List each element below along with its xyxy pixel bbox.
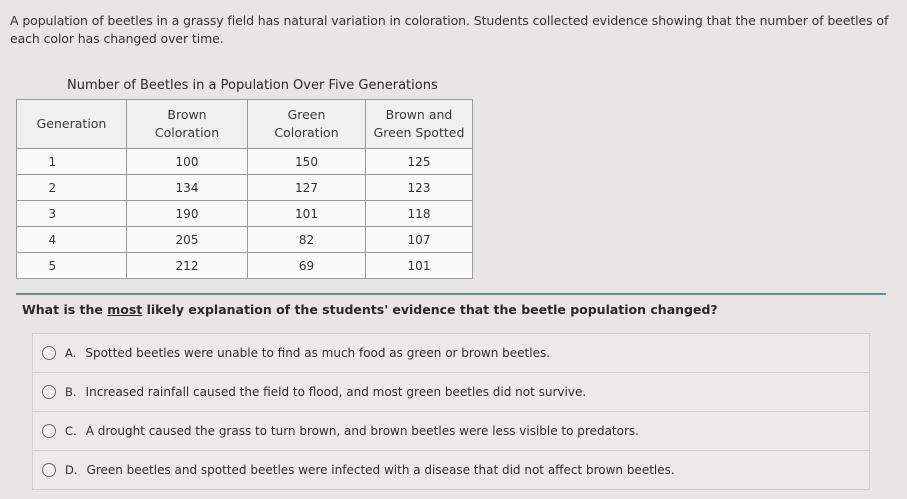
cell-spotted: 101 bbox=[366, 253, 473, 279]
table-row bbox=[17, 227, 473, 253]
section-divider bbox=[16, 293, 886, 295]
cell-generation: 1 bbox=[17, 149, 88, 175]
radio-button-a[interactable] bbox=[42, 346, 56, 360]
option-letter: B. bbox=[65, 385, 77, 399]
cell-spacer bbox=[88, 175, 127, 201]
cell-generation: 2 bbox=[17, 175, 88, 201]
cell-brown: 212 bbox=[127, 253, 248, 279]
radio-button-b[interactable] bbox=[42, 385, 56, 399]
beetle-data-table bbox=[16, 99, 473, 279]
intro-text: A population of beetles in a grassy field has natural variation in coloration. Students collected evidence showing that the number of beetles of each color has changed over time. bbox=[10, 13, 889, 46]
option-text: Increased rainfall caused the field to flood, and most green beetles did not survive. bbox=[85, 385, 587, 399]
cell-spotted: 107 bbox=[366, 227, 473, 253]
cell-spotted: 125 bbox=[366, 149, 473, 175]
table-row bbox=[17, 175, 473, 201]
cell-green: 127 bbox=[248, 175, 366, 201]
cell-spotted: 123 bbox=[366, 175, 473, 201]
option-letter: A. bbox=[65, 346, 77, 360]
cell-green: 69 bbox=[248, 253, 366, 279]
table-caption: Number of Beetles in a Population Over Five Generations bbox=[67, 78, 438, 93]
cell-green: 150 bbox=[248, 149, 366, 175]
question-prompt bbox=[22, 302, 718, 317]
radio-button-c[interactable] bbox=[42, 424, 56, 438]
table-row bbox=[17, 201, 473, 227]
answer-option-a[interactable] bbox=[32, 333, 870, 372]
cell-green: 82 bbox=[248, 227, 366, 253]
option-text: Green beetles and spotted beetles were infected with a disease that did not affect brown beetles. bbox=[86, 463, 675, 477]
cell-generation: 3 bbox=[17, 201, 88, 227]
option-text: A drought caused the grass to turn brown, and brown beetles were less visible to predators. bbox=[85, 424, 639, 438]
header-green-coloration bbox=[248, 100, 366, 149]
header-brown-line1: Brown bbox=[167, 107, 207, 122]
question-text-after: likely explanation of the students' evidence that the beetle population changed? bbox=[142, 302, 718, 317]
cell-generation: 5 bbox=[17, 253, 88, 279]
header-spotted-line1: Brown and bbox=[385, 107, 453, 122]
option-letter: D. bbox=[65, 463, 78, 477]
option-text: Spotted beetles were unable to find as much food as green or brown beetles. bbox=[85, 346, 551, 360]
table-row bbox=[17, 149, 473, 175]
cell-brown: 205 bbox=[127, 227, 248, 253]
table-header-row bbox=[17, 100, 473, 149]
cell-spacer bbox=[88, 149, 127, 175]
answer-option-b[interactable] bbox=[32, 372, 870, 411]
cell-green: 101 bbox=[248, 201, 366, 227]
header-green-line1: Green bbox=[287, 107, 326, 122]
cell-generation: 4 bbox=[17, 227, 88, 253]
header-generation bbox=[17, 100, 127, 149]
cell-spacer bbox=[88, 253, 127, 279]
header-generation-label: Generation bbox=[36, 116, 107, 131]
header-green-line2: Coloration bbox=[274, 125, 339, 140]
radio-button-d[interactable] bbox=[42, 463, 56, 477]
header-brown-coloration bbox=[127, 100, 248, 149]
table-row bbox=[17, 253, 473, 279]
cell-brown: 134 bbox=[127, 175, 248, 201]
answer-option-c[interactable] bbox=[32, 411, 870, 450]
answer-options bbox=[32, 333, 870, 490]
header-brown-line2: Coloration bbox=[154, 125, 220, 140]
cell-spacer bbox=[88, 227, 127, 253]
question-text-before: What is the bbox=[22, 302, 108, 317]
answer-option-d[interactable] bbox=[32, 450, 870, 490]
header-spotted-line2: Green Spotted bbox=[373, 125, 465, 140]
cell-spacer bbox=[88, 201, 127, 227]
cell-spotted: 118 bbox=[366, 201, 473, 227]
option-letter: C. bbox=[65, 424, 77, 438]
cell-brown: 100 bbox=[127, 149, 248, 175]
cell-brown: 190 bbox=[127, 201, 248, 227]
question-emphasis: most bbox=[107, 302, 143, 317]
header-spotted bbox=[366, 100, 473, 149]
